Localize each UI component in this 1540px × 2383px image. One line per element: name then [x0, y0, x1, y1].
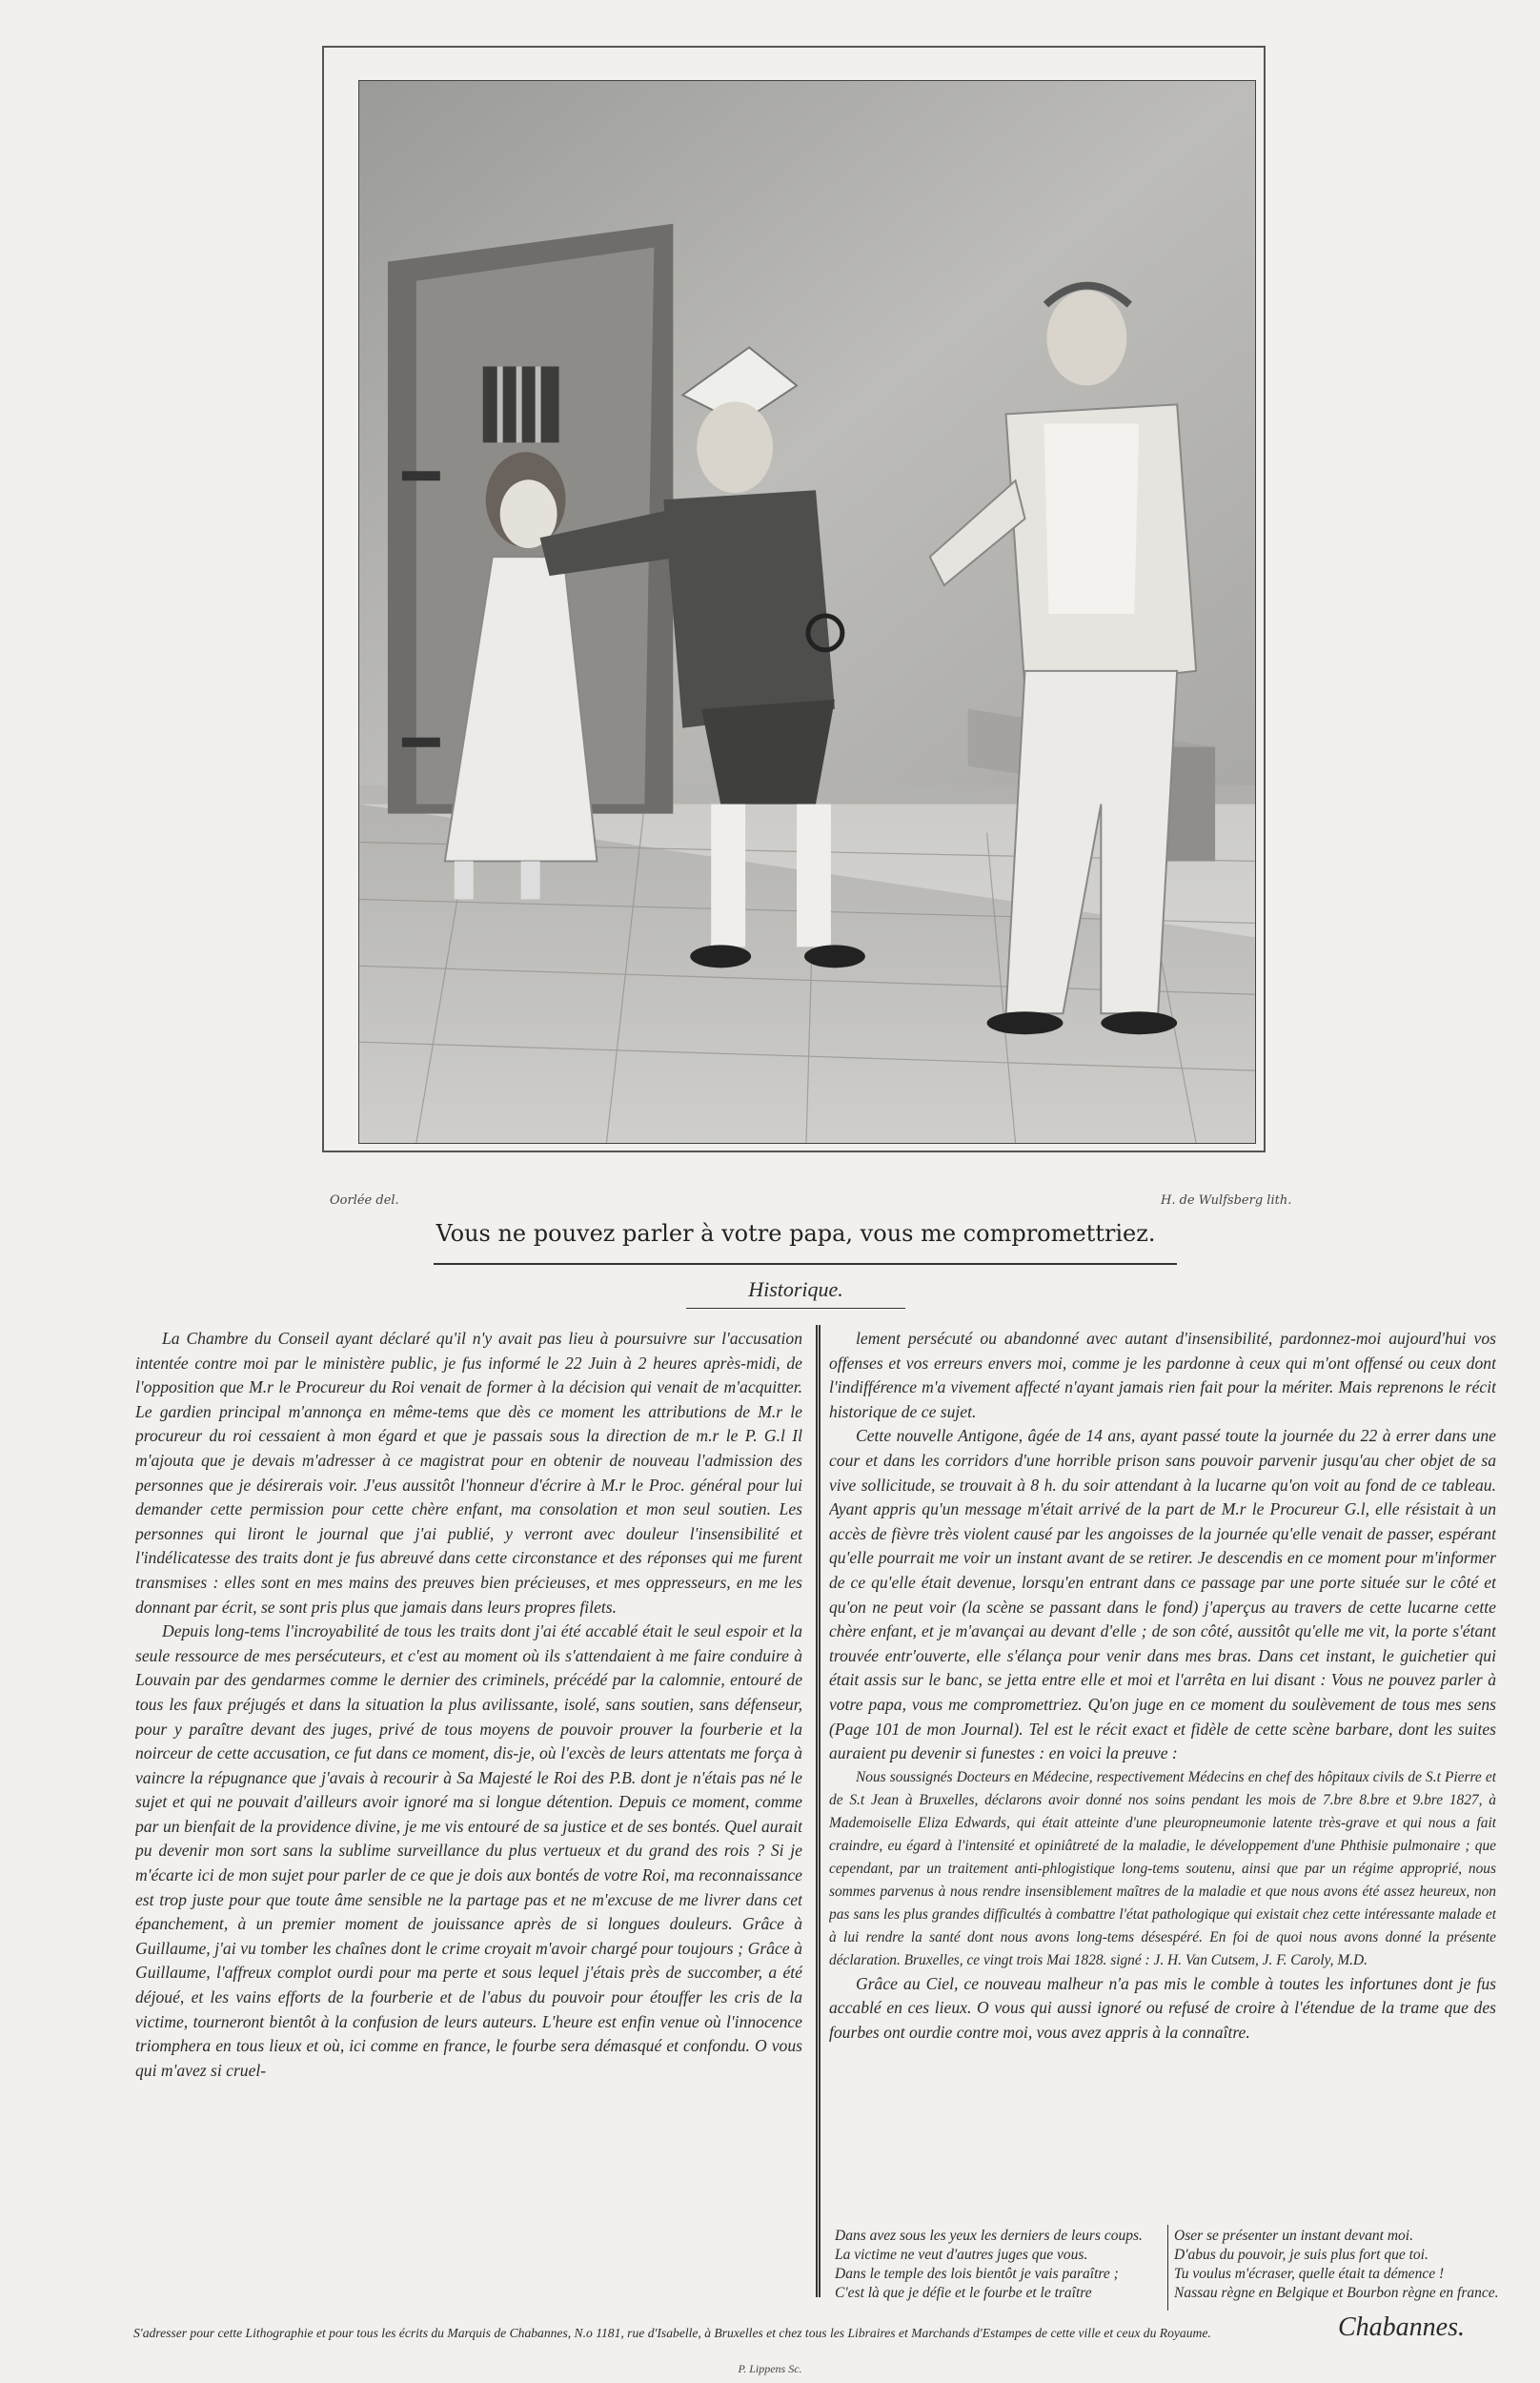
prison-scene-image [359, 81, 1255, 1143]
poem-line: Dans avez sous les yeux les derniers de leurs coups. [835, 2228, 1143, 2244]
historique-right-column [829, 1327, 1496, 2185]
printer-credit: P. Lippens Sc. [738, 2362, 802, 2375]
section-title: Historique. [748, 1277, 843, 1301]
paragraph: Cette nouvelle Antigone, âgée de 14 ans, ayant passé toute la journée du 22 à errer dans une cour et dans les corridors d'une horrible prison sans pouvoir parvenir jusqu'au cher objet de sa vive sollicitude, se trouvait à 8 h. du soir attendant à la lucarne qu'on voit au fond de ce tableau. Ayant appris qu'un message m'était arrivé de la part de M.r le Procureur G.l, elle résistait à un accès de fièvre très violent causé par les angoisses de la journée qu'elle venait de passer, espérant qu'elle pourrait me voir un instant avant de se retirer. Je descendis en ce moment pour m'informer de ce qu'elle était devenue, lorsqu'en entrant dans ce passage par une porte située sur le côté et qu'on ne peut voir (la scène se passant dans le fond) j'aperçus au travers de cette lucarne cette chère enfant, et je m'avançai au devant d'elle ; de son côté, aussitôt qu'elle me vit, la porte s'étant trouvée entr'ouverte, elle s'élança pour venir dans mes bras. Dans cet instant, le guichetier qui était assis sur le banc, se jetta entre elle et moi et l'arrêta en lui disant : Vous ne pouvez parler à votre papa, vous me compromettriez. Qu'on juge en ce moment du soulèvement de tous mes sens (Page 101 de mon Journal). Tel est le récit exact et fidèle de cette scène barbare, dont les suites auraient pu devenir si funestes : en voici la preuve : [829, 1426, 1496, 1763]
draftsman-credit: Oorlée del. [330, 1193, 399, 1208]
paragraph: Nous soussignés Docteurs en Médecine, respectivement Médecins en chef des hôpitaux civils de S.t Pierre et de S.t Jean à Bruxelles, déclarons avoir donné nos soins pendant les mois de 7.bre 8.bre et 9.bre 1827, à Mademoiselle Eliza Edwards, qui était atteinte d'une pleuropneumonie latente très-grave et qui nous a fait craindre, eu égard à l'intensité et opiniâtreté de la maladie, le développement d'une Phthisie pulmonaire ; que cependant, par un traitement anti-phlogistique long-tems soutenu, ainsi que par un régime approprié, nous sommes parvenus à nous rendre insensiblement maîtres de la maladie et que nous avons été assez heureux, non pas sans les plus grandes difficultés à combattre l'état pathologique qui existait chez cette intéressante malade et à lui rendre la santé dont nous avons long-tems désespéré. En foi de quoi nous avons donné la présente déclaration. Bruxelles, ce vingt trois Mai 1828. signé : J. H. Van Cutsem, J. F. Caroly, M.D. [829, 1768, 1496, 1968]
caption-rule [434, 1263, 1177, 1265]
lithographer-credit: H. de Wulfsberg lith. [1161, 1193, 1292, 1208]
poem-line: D'abus du pouvoir, je suis plus fort que toi. [1174, 2247, 1429, 2263]
poem-right [1174, 2227, 1508, 2303]
poem-line: Tu voulus m'écraser, quelle était ta démence ! [1174, 2266, 1445, 2282]
paragraph: Grâce au Ciel, ce nouveau malheur n'a pas mis le comble à toutes les infortunes dont je fus accablé en ces lieux. O vous qui aussi ignoré ou refusé de croire à l'étendue de la trame que des fourbes ont ourdie contre moi, vous avez appris à la connaître. [829, 1973, 1496, 2042]
publisher-footer: S'adresser pour cette Lithographie et pour tous les écrits du Marquis de Chabannes, N.o 1181, rue d'Isabelle, à Bruxelles et chez tous les Libraires et Marchands d'Estampes de cette ville et ceux du Royaume. [133, 2326, 1211, 2340]
poem-line: Nassau règne en Belgique et Bourbon règne en france. [1174, 2285, 1499, 2301]
poem-line: C'est là que je défie et le fourbe et le traître [835, 2285, 1092, 2301]
poem-line: La victime ne veut d'autres juges que vous. [835, 2247, 1088, 2263]
column-divider [816, 1325, 821, 2297]
paragraph: Depuis long-tems l'incroyabilité de tous les traits dont j'ai été accablé était le seul espoir et la seule ressource de mes persécuteurs, et c'est au moment où ils s'attendaient à me faire conduire à Louvain par des gendarmes comme le dernier des criminels, précédé par la calomnie, entouré de tous les faux préjugés et dans la situation la plus avilissante, isolé, sans soutien, sans défenseur, pour y paraître devant des juges, privé de tous moyens de pouvoir prouver la fourberie et la noirceur de cette accusation, ce fut dans ce moment, dis-je, où l'excès de leurs attentats me força à vaincre la répugnance que j'avais à recourir à Sa Majesté le Roi des P.B. dont je n'étais pas né le sujet et qui ne pouvait d'ailleurs avoir ignoré ma si longue détention. Depuis ce moment, comme par un bienfait de la providence divine, je me vis entouré de sa justice et de ses bontés. Quel aurait pu devenir mon sort sans la sublime surveillance du plus vertueux et du grand des rois ? Si je m'écarte ici de mon sujet pour parler de ce que je dois aux bontés de votre Roi, ma reconnaissance est trop juste pour que toute âme sensible ne la partage pas et ne m'excuse de me livrer dans cet épanchement, à un premier moment de jouissance après de si longues douleurs. Grâce à Guillaume, j'ai vu tomber les chaînes dont le crime croyait m'avoir chargé pour toujours ; Grâce à Guillaume, l'affreux complot ourdi pour ma perte et sous lequel j'étais près de succomber, a été déjoué, et les vains efforts de la fourberie et de l'abus du pouvoir pour étouffer les cris de la victime, tourneront bientôt à la confusion de leurs auteurs. L'heure est enfin venue où l'innocence triomphera en tous lieux et où, ici comme en france, le fourbe sera démasqué et confondu. O vous qui m'avez si cruel- [135, 1621, 802, 2080]
paragraph: lement persécuté ou abandonné avec autant d'insensibilité, pardonnez-moi aujourd'hui vos offenses et vos erreurs envers moi, comme je les pardonne à ceux qui m'ont offensé ou ceux dont l'indifférence m'a vivement affecté n'ayant jamais rien fait pour la mériter. Mais reprenons le récit historique de ce sujet. [829, 1329, 1496, 1421]
author-signature: Chabannes. [1338, 2312, 1465, 2342]
poem-line: Oser se présenter un instant devant moi. [1174, 2228, 1413, 2244]
poem-line: Dans le temple des lois bientôt je vais paraître ; [835, 2266, 1119, 2282]
illustration-lithograph [358, 80, 1256, 1144]
historique-left-column [135, 1327, 802, 2290]
illustration-caption: Vous ne pouvez parler à votre papa, vous me compromettriez. [436, 1220, 1156, 1247]
paragraph: La Chambre du Conseil ayant déclaré qu'il n'y avait pas lieu à poursuivre sur l'accusation intentée contre moi par le ministère public, je fus informé le 22 Juin à 2 heures après-midi, de l'opposition que M.r le Procureur du Roi venait de former à la décision qui venait de m'acquitter. Le gardien principal m'annonça en même-tems que dès ce moment les attributions de M.r le procureur du roi cessaient à mon égard et que je passais sous la direction de m.r le P. G.l Il m'ajouta que je devais m'adresser à ce magistrat pour en obtenir de nouveau l'admission des personnes que je désirerais voir. J'eus aussitôt l'honneur d'écrire à M.r le Proc. général pour lui demander cette permission pour cette chère enfant, ma consolation et mon seul soutien. Les personnes qui liront le journal que j'ai publié, y verront avec douleur l'insensibilité et l'indélicatesse des traits dont je fus abreuvé dans cette circonstance et des réponses qui me furent transmises : elles sont en mes mains des preuves bien précieuses, et mes oppresseurs, en me les donnant par écrit, se sont pris plus que jamais dans leurs propres filets. [135, 1329, 802, 1617]
poem-left [835, 2227, 1168, 2303]
title-rule [686, 1308, 905, 1309]
poem-divider [1167, 2225, 1168, 2311]
